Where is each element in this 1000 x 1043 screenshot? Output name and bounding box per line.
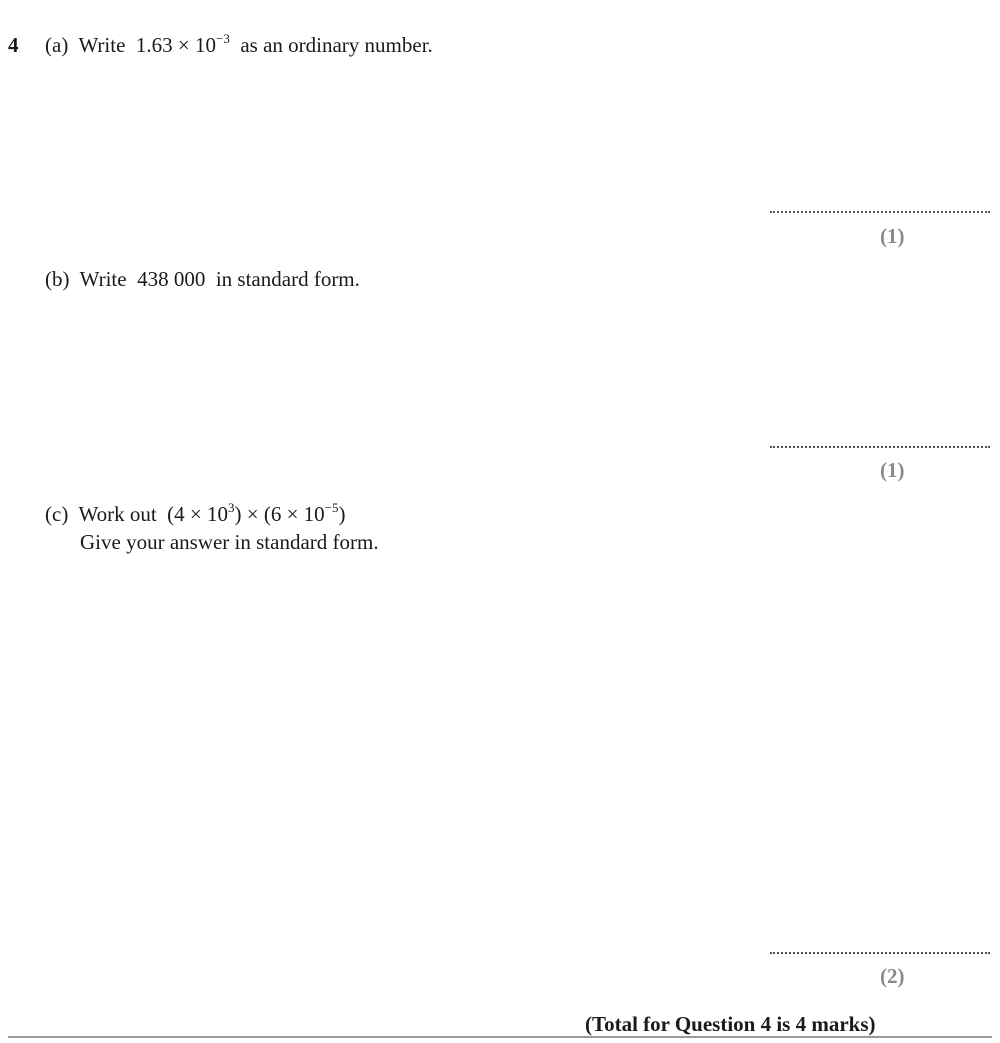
part-a-answer-line[interactable] bbox=[770, 211, 990, 213]
part-a-text-before: Write bbox=[78, 33, 126, 57]
part-c-label: (c) bbox=[45, 502, 69, 526]
part-b-text-before: Write bbox=[79, 267, 127, 291]
part-b-label: (b) bbox=[45, 267, 70, 291]
part-a-label: (a) bbox=[45, 33, 69, 57]
part-b-answer-line[interactable] bbox=[770, 446, 990, 448]
part-c-factor1-exponent: 3 bbox=[228, 500, 235, 515]
question-total: (Total for Question 4 is 4 marks) bbox=[585, 1012, 876, 1036]
part-a-coefficient: 1.63 × 10 bbox=[135, 33, 216, 57]
part-c-factor2-close: ) bbox=[338, 502, 346, 526]
part-a-exponent: −3 bbox=[216, 31, 230, 46]
part-a-prompt bbox=[45, 31, 433, 57]
part-c-prompt bbox=[45, 500, 346, 526]
part-a-marks: (1) bbox=[880, 224, 905, 248]
part-b-number: 438 000 bbox=[137, 267, 206, 291]
part-b-prompt bbox=[45, 269, 360, 290]
question-number: 4 bbox=[8, 33, 19, 57]
part-a-text-after: as an ordinary number. bbox=[240, 33, 433, 57]
part-b-text-after: in standard form. bbox=[215, 267, 360, 291]
part-c-marks: (2) bbox=[880, 964, 905, 988]
part-c-factor2-open: (6 × 10 bbox=[263, 502, 325, 526]
part-c-answer-line[interactable] bbox=[770, 952, 990, 954]
part-b-marks: (1) bbox=[880, 458, 905, 482]
part-c-factor1-close: ) bbox=[234, 502, 242, 526]
part-c-instruction: Give your answer in standard form. bbox=[80, 530, 379, 554]
part-c-factor2-exponent: −5 bbox=[324, 500, 339, 515]
bottom-rule bbox=[8, 1036, 992, 1038]
part-c-text-before: Work out bbox=[78, 502, 157, 526]
part-c-times: × bbox=[246, 502, 259, 526]
part-c-factor1-open: (4 × 10 bbox=[167, 502, 228, 526]
